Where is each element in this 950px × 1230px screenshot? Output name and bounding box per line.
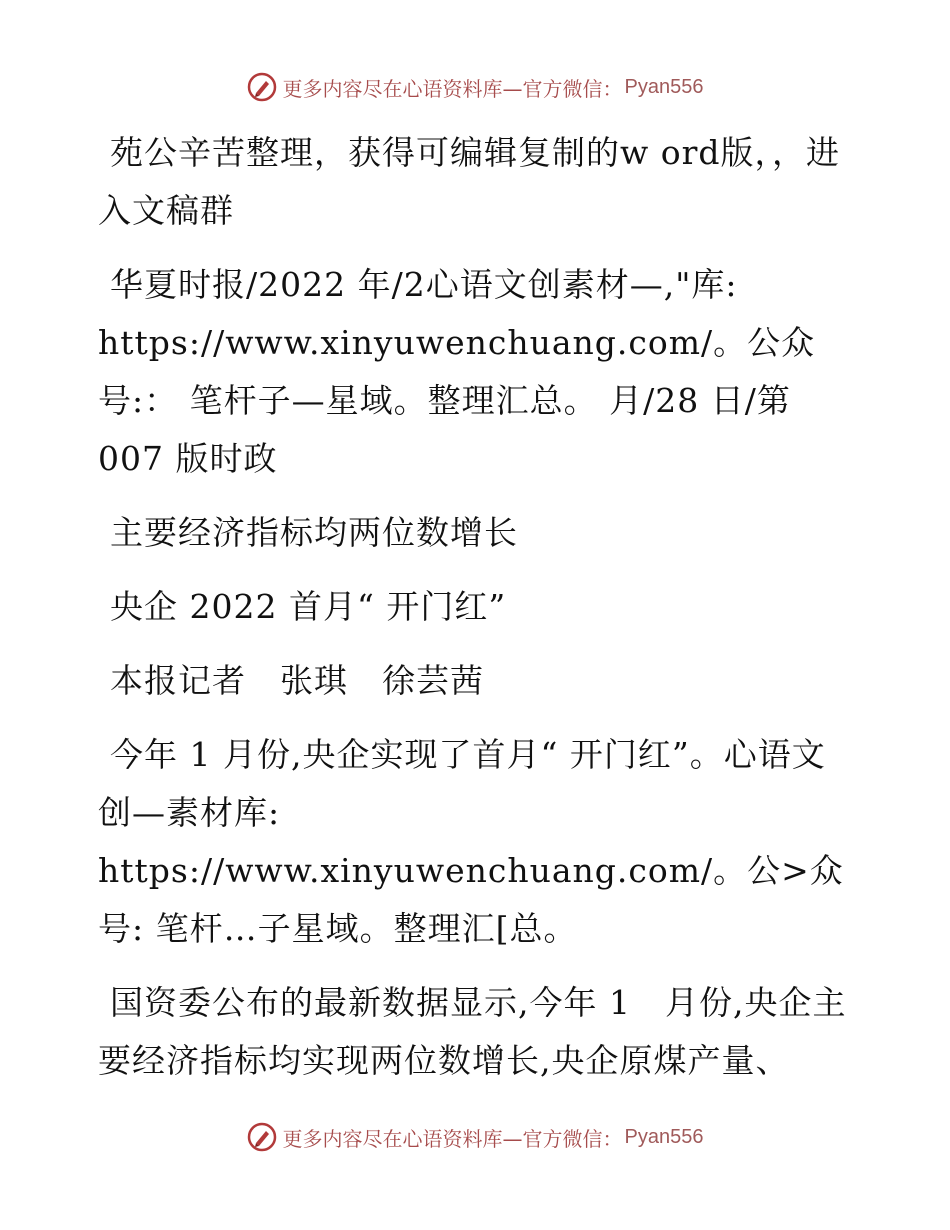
- paragraph-body: 国资委公布的最新数据显示,今年 1 月份,央企主要经济指标均实现两位数增长,央企原煤产量、: [98, 983, 847, 1080]
- pen-logo-icon: [247, 72, 277, 102]
- article-headline: 主要经济指标均两位数增长: [110, 513, 518, 552]
- watermark-text: 更多内容尽在心语资料库—官方微信：: [282, 1126, 623, 1151]
- watermark-wechat-id: Pyan556: [624, 1125, 704, 1148]
- watermark-text: 更多内容尽在心语资料库—官方微信：: [282, 76, 623, 101]
- footer-watermark: [0, 1122, 950, 1152]
- article-byline: 本报记者 张琪 徐芸茜: [110, 661, 484, 700]
- paragraph-intro: 苑公辛苦整理，获得可编辑复制的w ord版，，进入文稿群: [98, 133, 841, 230]
- pen-logo-icon: [247, 1122, 277, 1152]
- paragraph-lead: 今年 1 月份,央企实现了首月“ 开门红”。心语文创—素材库: https://www.xinyuwenchuang.com/。公>众号: 笔杆…子星域。整理汇[总。: [98, 735, 844, 948]
- article-subheadline: 央企 2022 首月“ 开门红”: [110, 587, 507, 626]
- paragraph-source: 华夏时报/2022 年/2心语文创素材—,"库: https://www.xinyuwenchuang.com/。公众号:： 笔杆子—星域。整理汇总。 月/28 日/第 007 版时政: [98, 265, 816, 478]
- watermark-wechat-id: Pyan556: [624, 75, 704, 98]
- document-body: [98, 124, 858, 1106]
- header-watermark: [0, 72, 950, 102]
